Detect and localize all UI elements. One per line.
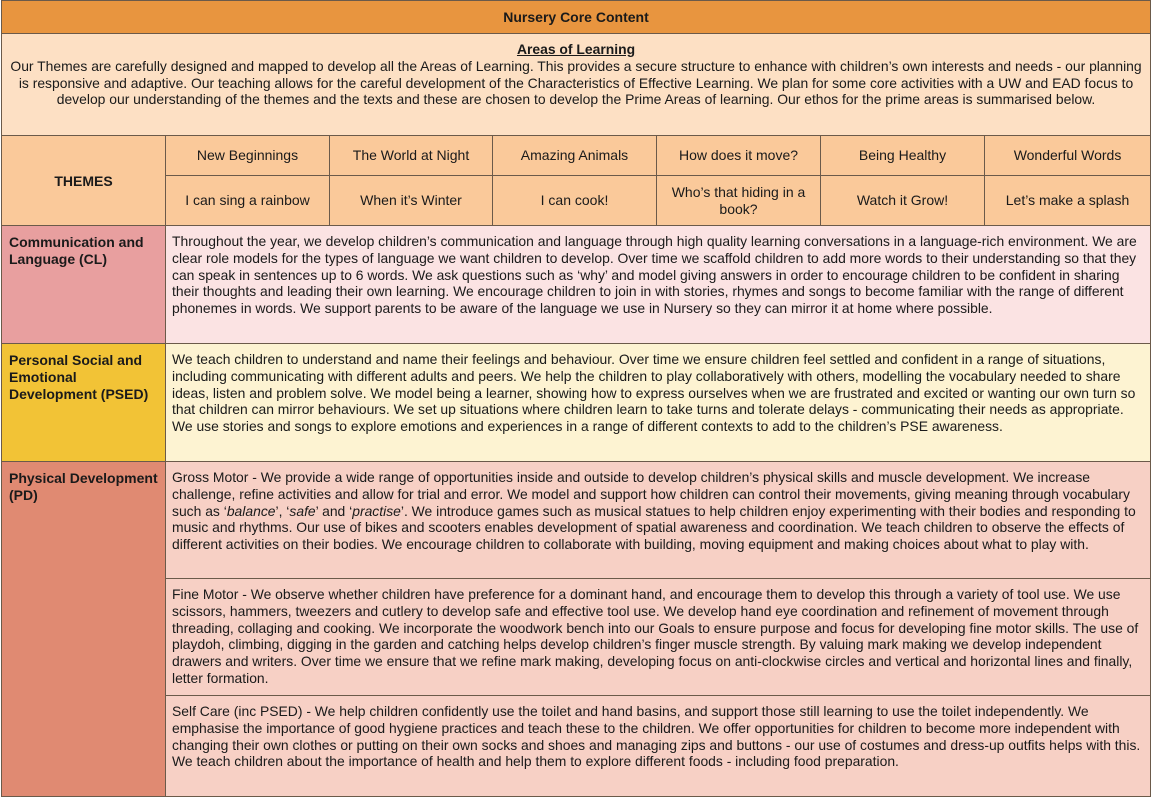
core-content-table — [1, 0, 1151, 797]
gross-motor-text-end: ’. We introduce games such as musical statues to help children enjoy experimenting with their bodies and responding to music and rhythms. Our use of bikes and scooters enables development of spatial awareness and coordination. We teach children to observe the effects of different activities on their bodies. We encourage children to collaborate with building, moving equipment and making choices about what to play with. — [172, 502, 1136, 553]
gross-motor-text-start: Gross Motor - We provide a wide range of opportunities inside and outside to develop children’s physical skills and muscle development. We increase challenge, refine activities and allow for trial and error. We model and support how children can control their movements, giving meaning through vocabulary such as ‘ — [172, 469, 1130, 519]
text-autumn-2: When it’s Winter — [330, 176, 493, 226]
intro-section — [2, 34, 1151, 136]
area-text-fine-motor: Fine Motor - We observe whether children have preference for a dominant hand, and encourage them to develop this through a variety of tool use. We use scissors, hammers, tweezers and cutlery to develop safe and effective tool use. We develop hand eye coordination and refinement of movement through threading, collaging and cooking. We incorporate the woodwork bench into our Goals to ensure purpose and focus for developing fine motor skills. The use of playdoh, climbing, digging in the garden and catching helps develop children’s finger muscle strength. By valuing mark making we develop independent drawers and writers. Over time we ensure that we refine mark making, developing focus on anti-clockwise circles and vertical and horizontal lines and finally, letter formation. — [166, 579, 1151, 696]
word-safe: safe — [289, 502, 316, 519]
intro-heading: Areas of Learning — [516, 41, 636, 57]
theme-summer-2: Wonderful Words — [985, 136, 1151, 176]
text-summer-1: Watch it Grow! — [821, 176, 985, 226]
area-text-cl: Throughout the year, we develop children’s communication and language through high quality learning conversations in a language-rich environment. We are clear role models for the types of language we want children to develop. Over time we scaffold children to add more words to their understanding so that they can speak in sentences up to 6 words. We ask questions such as ‘why’ and model giving answers in order to encourage children to be confident in sharing their thoughts and leading their own learning. We encourage children to join in with stories, rhymes and songs to become familiar with the range of different phonemes in words. We support parents to be aware of the language we use in Nursery so they can mirror it at home where possible. — [166, 226, 1151, 344]
theme-summer-1: Being Healthy — [821, 136, 985, 176]
intro-text: Our Themes are carefully designed and mapped to develop all the Areas of Learning. This provides a secure structure to enhance with children’s own interests and needs - our planning is responsive and adaptive. Our teaching allows for the careful development of the Characteristics of Effective Learning. We plan for some core activities with a UW and EAD focus to develop our understanding of the themes and the texts and these are chosen to develop the Prime Areas of learning. Our ethos for the prime areas is summarised below. — [10, 57, 1142, 108]
area-text-gross-motor — [166, 462, 1151, 579]
area-text-self-care: Self Care (inc PSED) - We help children confidently use the toilet and hand basins, and support those still learning to use the toilet independently. We emphasise the importance of good hygiene practices and teach these to the children. We offer opportunities for children to become more independent with changing their own clothes or putting on their own socks and shoes and managing zips and buttons - our use of costumes and dress-up outfits helps with this. We teach children about the importance of health and help them to explore different foods - including food preparation. — [166, 696, 1151, 797]
page-title: Nursery Core Content — [2, 1, 1151, 34]
area-label-psed: Personal Social and Emotional Development (PSED) — [2, 344, 166, 462]
text-spring-1: I can cook! — [493, 176, 657, 226]
theme-autumn-1: New Beginnings — [166, 136, 330, 176]
word-practise: practise — [352, 502, 401, 519]
area-label-cl: Communication and Language (CL) — [2, 226, 166, 344]
word-balance: balance — [226, 502, 276, 519]
text-autumn-1: I can sing a rainbow — [166, 176, 330, 226]
themes-label: THEMES — [2, 136, 166, 226]
text-spring-2: Who’s that hiding in a book? — [657, 176, 821, 226]
theme-autumn-2: The World at Night — [330, 136, 493, 176]
area-text-psed: We teach children to understand and name their feelings and behaviour. Over time we ensure children feel settled and confident in a range of situations, including communicating with different adults and peers. We help the children to play collaboratively with others, modelling the vocabulary needed to share ideas, listen and problem solve. We model being a learner, showing how to express ourselves when we are frustrated and excited or wanting our own turn so that children can mirror behaviours. We set up situations where children learn to take turns and tolerate delays - communicating their needs as appropriate. We use stories and songs to explore emotions and experiences in a range of different contexts to add to the children’s PSE awareness. — [166, 344, 1151, 462]
theme-spring-2: How does it move? — [657, 136, 821, 176]
theme-spring-1: Amazing Animals — [493, 136, 657, 176]
gross-motor-sep-2: ’ and ‘ — [315, 502, 353, 519]
area-label-pd: Physical Development (PD) — [2, 462, 166, 797]
text-summer-2: Let’s make a splash — [985, 176, 1151, 226]
gross-motor-sep-1: ’, ‘ — [275, 502, 290, 519]
